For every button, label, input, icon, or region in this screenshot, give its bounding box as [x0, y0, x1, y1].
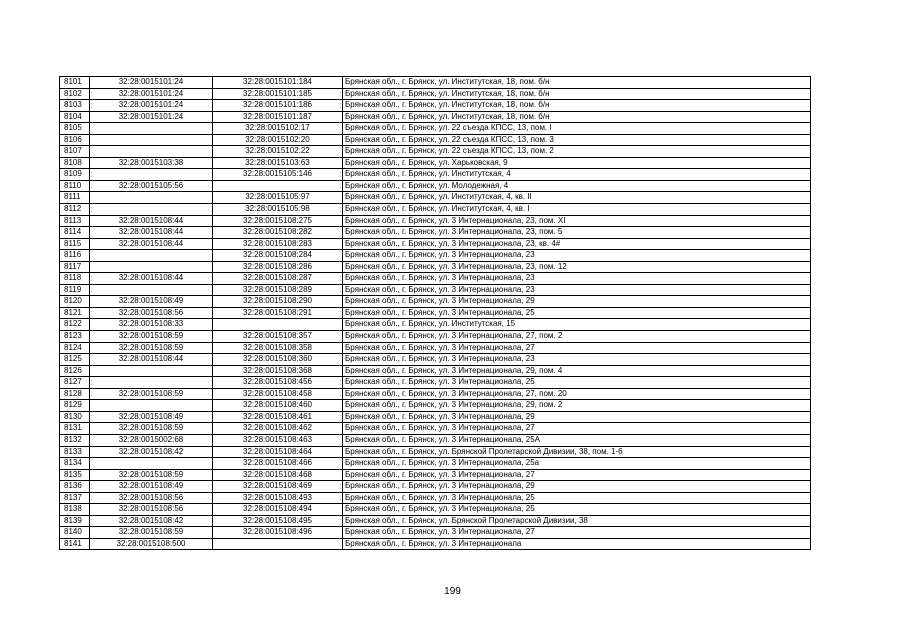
parcel-cadastral-cell: 32:28:0015103:38	[90, 157, 213, 169]
row-number-cell: 8102	[60, 88, 90, 100]
address-cell: Брянская обл., г. Брянск, ул. 3 Интернационала, 29	[343, 411, 811, 423]
table-row	[60, 77, 811, 89]
address-cell: Брянская обл., г. Брянск, ул. 3 Интернационала	[343, 538, 811, 550]
parcel-cadastral-cell	[90, 134, 213, 146]
object-cadastral-cell: 32:28:0015108:286	[213, 261, 343, 273]
row-number-cell: 8106	[60, 134, 90, 146]
address-cell: Брянская обл., г. Брянск, ул. 3 Интернационала, 23	[343, 273, 811, 285]
object-cadastral-cell: 32:28:0015108:458	[213, 388, 343, 400]
parcel-cadastral-cell: 32:28:0015108:49	[90, 296, 213, 308]
object-cadastral-cell: 32:28:0015108:495	[213, 515, 343, 527]
table-row	[60, 169, 811, 181]
object-cadastral-cell: 32:28:0015108:284	[213, 250, 343, 262]
table-row	[60, 504, 811, 516]
table-row	[60, 284, 811, 296]
object-cadastral-cell: 32:28:0015101:185	[213, 88, 343, 100]
address-cell: Брянская обл., г. Брянск, ул. 22 съезда КПСС, 13, пом. I	[343, 123, 811, 135]
row-number-cell: 8123	[60, 331, 90, 343]
table-row	[60, 146, 811, 158]
address-cell: Брянская обл., г. Брянск, ул. Институтская, 15	[343, 319, 811, 331]
row-number-cell: 8110	[60, 180, 90, 192]
parcel-cadastral-cell	[90, 377, 213, 389]
table-row	[60, 365, 811, 377]
address-cell: Брянская обл., г. Брянск, ул. Брянской Пролетарской Дивизии, 38	[343, 515, 811, 527]
table-row	[60, 307, 811, 319]
table-row	[60, 446, 811, 458]
table-row	[60, 538, 811, 550]
object-cadastral-cell: 32:28:0015108:466	[213, 458, 343, 470]
row-number-cell: 8141	[60, 538, 90, 550]
row-number-cell: 8101	[60, 77, 90, 89]
table-row	[60, 227, 811, 239]
table-row	[60, 331, 811, 343]
row-number-cell: 8139	[60, 515, 90, 527]
object-cadastral-cell	[213, 319, 343, 331]
parcel-cadastral-cell	[90, 250, 213, 262]
row-number-cell: 8107	[60, 146, 90, 158]
object-cadastral-cell: 32:28:0015108:290	[213, 296, 343, 308]
parcel-cadastral-cell: 32:28:0015108:59	[90, 423, 213, 435]
registry-table	[59, 76, 811, 550]
parcel-cadastral-cell: 32:28:0015105:56	[90, 180, 213, 192]
object-cadastral-cell: 32:28:0015108:460	[213, 400, 343, 412]
object-cadastral-cell: 32:28:0015101:184	[213, 77, 343, 89]
parcel-cadastral-cell: 32:28:0015108:49	[90, 481, 213, 493]
row-number-cell: 8136	[60, 481, 90, 493]
row-number-cell: 8114	[60, 227, 90, 239]
parcel-cadastral-cell: 32:28:0015108:59	[90, 331, 213, 343]
table-row	[60, 434, 811, 446]
table-row	[60, 134, 811, 146]
table-row	[60, 492, 811, 504]
address-cell: Брянская обл., г. Брянск, ул. 3 Интернационала, 27	[343, 527, 811, 539]
row-number-cell: 8124	[60, 342, 90, 354]
table-row	[60, 296, 811, 308]
row-number-cell: 8128	[60, 388, 90, 400]
object-cadastral-cell: 32:28:0015108:469	[213, 481, 343, 493]
object-cadastral-cell	[213, 180, 343, 192]
row-number-cell: 8132	[60, 434, 90, 446]
address-cell: Брянская обл., г. Брянск, ул. Молодежная, 4	[343, 180, 811, 192]
object-cadastral-cell: 32:28:0015108:275	[213, 215, 343, 227]
table-row	[60, 342, 811, 354]
table-row	[60, 527, 811, 539]
row-number-cell: 8109	[60, 169, 90, 181]
parcel-cadastral-cell: 32:28:0015108:44	[90, 238, 213, 250]
parcel-cadastral-cell: 32:28:0015108:44	[90, 215, 213, 227]
object-cadastral-cell: 32:28:0015103:63	[213, 157, 343, 169]
table-row	[60, 111, 811, 123]
parcel-cadastral-cell: 32:28:0015108:44	[90, 227, 213, 239]
parcel-cadastral-cell	[90, 400, 213, 412]
object-cadastral-cell: 32:28:0015108:493	[213, 492, 343, 504]
parcel-cadastral-cell: 32:28:0015101:24	[90, 77, 213, 89]
object-cadastral-cell: 32:28:0015105:146	[213, 169, 343, 181]
object-cadastral-cell: 32:28:0015102:22	[213, 146, 343, 158]
parcel-cadastral-cell: 32:28:0015108:33	[90, 319, 213, 331]
row-number-cell: 8140	[60, 527, 90, 539]
parcel-cadastral-cell	[90, 192, 213, 204]
parcel-cadastral-cell: 32:28:0015108:59	[90, 342, 213, 354]
object-cadastral-cell: 32:28:0015108:468	[213, 469, 343, 481]
row-number-cell: 8122	[60, 319, 90, 331]
address-cell: Брянская обл., г. Брянск, ул. 3 Интернационала, 25	[343, 504, 811, 516]
table-row	[60, 423, 811, 435]
object-cadastral-cell: 32:28:0015108:357	[213, 331, 343, 343]
parcel-cadastral-cell: 32:28:0015108:42	[90, 515, 213, 527]
parcel-cadastral-cell: 32:28:0015108:500	[90, 538, 213, 550]
row-number-cell: 8108	[60, 157, 90, 169]
parcel-cadastral-cell: 32:28:0015108:56	[90, 504, 213, 516]
row-number-cell: 8120	[60, 296, 90, 308]
row-number-cell: 8119	[60, 284, 90, 296]
address-cell: Брянская обл., г. Брянск, ул. 3 Интернационала, 27, пом. 20	[343, 388, 811, 400]
object-cadastral-cell: 32:28:0015108:287	[213, 273, 343, 285]
table-row	[60, 192, 811, 204]
table-row	[60, 400, 811, 412]
object-cadastral-cell: 32:28:0015102:20	[213, 134, 343, 146]
parcel-cadastral-cell: 32:28:0015002:68	[90, 434, 213, 446]
table-row	[60, 100, 811, 112]
table-row	[60, 319, 811, 331]
address-cell: Брянская обл., г. Брянск, ул. 3 Интернационала, 29, пом. 2	[343, 400, 811, 412]
table-row	[60, 388, 811, 400]
address-cell: Брянская обл., г. Брянск, ул. 3 Интернационала, 27, пом. 2	[343, 331, 811, 343]
address-cell: Брянская обл., г. Брянск, ул. Харьковская, 9	[343, 157, 811, 169]
object-cadastral-cell: 32:28:0015108:494	[213, 504, 343, 516]
table-row	[60, 157, 811, 169]
table-row	[60, 481, 811, 493]
object-cadastral-cell: 32:28:0015105:98	[213, 204, 343, 216]
table-row	[60, 261, 811, 273]
object-cadastral-cell: 32:28:0015108:462	[213, 423, 343, 435]
parcel-cadastral-cell	[90, 169, 213, 181]
address-cell: Брянская обл., г. Брянск, ул. 3 Интернационала, 25	[343, 307, 811, 319]
row-number-cell: 8130	[60, 411, 90, 423]
row-number-cell: 8127	[60, 377, 90, 389]
address-cell: Брянская обл., г. Брянск, ул. 22 съезда КПСС, 13, пом. 2	[343, 146, 811, 158]
object-cadastral-cell: 32:28:0015108:464	[213, 446, 343, 458]
page-number: 199	[444, 586, 461, 597]
parcel-cadastral-cell: 32:28:0015101:24	[90, 88, 213, 100]
object-cadastral-cell	[213, 538, 343, 550]
address-cell: Брянская обл., г. Брянск, ул. Институтская, 18, пом. б/н	[343, 77, 811, 89]
address-cell: Брянская обл., г. Брянск, ул. 3 Интернационала, 23	[343, 284, 811, 296]
registry-table-body	[60, 77, 811, 550]
object-cadastral-cell: 32:28:0015108:496	[213, 527, 343, 539]
address-cell: Брянская обл., г. Брянск, ул. 3 Интернационала, 29	[343, 481, 811, 493]
table-row	[60, 515, 811, 527]
parcel-cadastral-cell	[90, 458, 213, 470]
parcel-cadastral-cell: 32:28:0015108:44	[90, 354, 213, 366]
address-cell: Брянская обл., г. Брянск, ул. 3 Интернационала, 23	[343, 250, 811, 262]
address-cell: Брянская обл., г. Брянск, ул. 3 Интернационала, 23, пом. 12	[343, 261, 811, 273]
address-cell: Брянская обл., г. Брянск, ул. 3 Интернационала, 29, пом. 4	[343, 365, 811, 377]
row-number-cell: 8113	[60, 215, 90, 227]
parcel-cadastral-cell	[90, 204, 213, 216]
row-number-cell: 8137	[60, 492, 90, 504]
row-number-cell: 8129	[60, 400, 90, 412]
table-row	[60, 250, 811, 262]
address-cell: Брянская обл., г. Брянск, ул. Институтская, 4, кв. I	[343, 204, 811, 216]
row-number-cell: 8131	[60, 423, 90, 435]
object-cadastral-cell: 32:28:0015108:291	[213, 307, 343, 319]
table-row	[60, 377, 811, 389]
address-cell: Брянская обл., г. Брянск, ул. 3 Интернационала, 23	[343, 354, 811, 366]
row-number-cell: 8134	[60, 458, 90, 470]
parcel-cadastral-cell	[90, 146, 213, 158]
row-number-cell: 8125	[60, 354, 90, 366]
table-row	[60, 411, 811, 423]
row-number-cell: 8105	[60, 123, 90, 135]
object-cadastral-cell: 32:28:0015102:17	[213, 123, 343, 135]
parcel-cadastral-cell: 32:28:0015101:24	[90, 100, 213, 112]
object-cadastral-cell: 32:28:0015108:456	[213, 377, 343, 389]
address-cell: Брянская обл., г. Брянск, ул. Брянской Пролетарской Дивизии, 38, пом. 1-6	[343, 446, 811, 458]
table-row	[60, 180, 811, 192]
object-cadastral-cell: 32:28:0015101:187	[213, 111, 343, 123]
row-number-cell: 8135	[60, 469, 90, 481]
address-cell: Брянская обл., г. Брянск, ул. 3 Интернационала, 27	[343, 342, 811, 354]
parcel-cadastral-cell	[90, 123, 213, 135]
parcel-cadastral-cell: 32:28:0015108:44	[90, 273, 213, 285]
object-cadastral-cell: 32:28:0015108:461	[213, 411, 343, 423]
address-cell: Брянская обл., г. Брянск, ул. 3 Интернационала, 27	[343, 469, 811, 481]
row-number-cell: 8133	[60, 446, 90, 458]
row-number-cell: 8117	[60, 261, 90, 273]
table-row	[60, 215, 811, 227]
object-cadastral-cell: 32:28:0015108:289	[213, 284, 343, 296]
address-cell: Брянская обл., г. Брянск, ул. Институтская, 18, пом. б/н	[343, 111, 811, 123]
address-cell: Брянская обл., г. Брянск, ул. 22 съезда КПСС, 13, пом. 3	[343, 134, 811, 146]
parcel-cadastral-cell: 32:28:0015108:56	[90, 492, 213, 504]
address-cell: Брянская обл., г. Брянск, ул. 3 Интернационала, 25	[343, 492, 811, 504]
address-cell: Брянская обл., г. Брянск, ул. Институтская, 4	[343, 169, 811, 181]
parcel-cadastral-cell: 32:28:0015108:49	[90, 411, 213, 423]
address-cell: Брянская обл., г. Брянск, ул. 3 Интернационала, 25а	[343, 458, 811, 470]
row-number-cell: 8111	[60, 192, 90, 204]
table-row	[60, 204, 811, 216]
parcel-cadastral-cell: 32:28:0015108:42	[90, 446, 213, 458]
row-number-cell: 8126	[60, 365, 90, 377]
parcel-cadastral-cell: 32:28:0015108:56	[90, 307, 213, 319]
row-number-cell: 8104	[60, 111, 90, 123]
table-row	[60, 469, 811, 481]
row-number-cell: 8112	[60, 204, 90, 216]
table-row	[60, 354, 811, 366]
parcel-cadastral-cell: 32:28:0015108:59	[90, 469, 213, 481]
parcel-cadastral-cell	[90, 261, 213, 273]
object-cadastral-cell: 32:28:0015108:360	[213, 354, 343, 366]
table-row	[60, 458, 811, 470]
address-cell: Брянская обл., г. Брянск, ул. 3 Интернационала, 23, пом. 5	[343, 227, 811, 239]
parcel-cadastral-cell: 32:28:0015101:24	[90, 111, 213, 123]
object-cadastral-cell: 32:28:0015108:368	[213, 365, 343, 377]
object-cadastral-cell: 32:28:0015108:463	[213, 434, 343, 446]
row-number-cell: 8103	[60, 100, 90, 112]
address-cell: Брянская обл., г. Брянск, ул. 3 Интернационала, 27	[343, 423, 811, 435]
parcel-cadastral-cell	[90, 365, 213, 377]
object-cadastral-cell: 32:28:0015105:97	[213, 192, 343, 204]
address-cell: Брянская обл., г. Брянск, ул. 3 Интернационала, 25А	[343, 434, 811, 446]
table-row	[60, 123, 811, 135]
row-number-cell: 8116	[60, 250, 90, 262]
object-cadastral-cell: 32:28:0015108:283	[213, 238, 343, 250]
object-cadastral-cell: 32:28:0015108:282	[213, 227, 343, 239]
object-cadastral-cell: 32:28:0015108:358	[213, 342, 343, 354]
address-cell: Брянская обл., г. Брянск, ул. Институтская, 4, кв. II	[343, 192, 811, 204]
parcel-cadastral-cell: 32:28:0015108:59	[90, 527, 213, 539]
address-cell: Брянская обл., г. Брянск, ул. 3 Интернационала, 25	[343, 377, 811, 389]
row-number-cell: 8121	[60, 307, 90, 319]
address-cell: Брянская обл., г. Брянск, ул. 3 Интернационала, 23, кв. 4#	[343, 238, 811, 250]
parcel-cadastral-cell: 32:28:0015108:59	[90, 388, 213, 400]
address-cell: Брянская обл., г. Брянск, ул. Институтская, 18, пом. б/н	[343, 88, 811, 100]
address-cell: Брянская обл., г. Брянск, ул. 3 Интернационала, 23, пом. XI	[343, 215, 811, 227]
object-cadastral-cell: 32:28:0015101:186	[213, 100, 343, 112]
table-row	[60, 88, 811, 100]
table-row	[60, 238, 811, 250]
row-number-cell: 8138	[60, 504, 90, 516]
address-cell: Брянская обл., г. Брянск, ул. 3 Интернационала, 29	[343, 296, 811, 308]
address-cell: Брянская обл., г. Брянск, ул. Институтская, 18, пом. б/н	[343, 100, 811, 112]
parcel-cadastral-cell	[90, 284, 213, 296]
row-number-cell: 8115	[60, 238, 90, 250]
table-row	[60, 273, 811, 285]
row-number-cell: 8118	[60, 273, 90, 285]
